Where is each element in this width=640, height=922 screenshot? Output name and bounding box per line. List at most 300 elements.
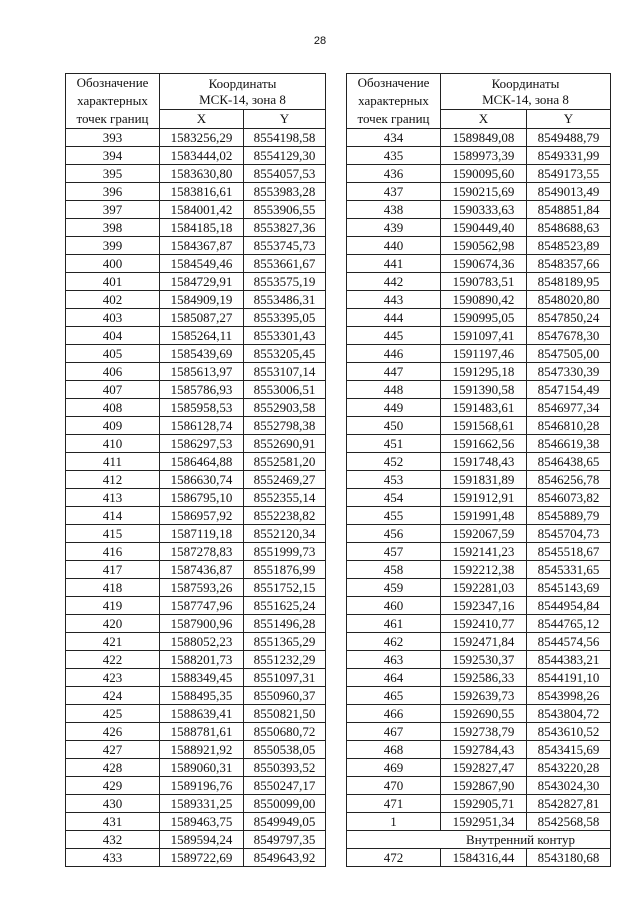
point-number: 411 bbox=[66, 453, 160, 471]
x-coordinate: 1591483,61 bbox=[441, 399, 527, 417]
x-coordinate: 1587593,26 bbox=[160, 579, 244, 597]
x-coordinate: 1588639,41 bbox=[160, 705, 244, 723]
y-coordinate: 8549643,92 bbox=[244, 849, 326, 867]
y-coordinate: 8553983,28 bbox=[244, 183, 326, 201]
y-coordinate: 8549013,49 bbox=[527, 183, 611, 201]
x-coordinate: 1586128,74 bbox=[160, 417, 244, 435]
table-row bbox=[66, 813, 326, 831]
table-row bbox=[347, 165, 611, 183]
y-coordinate: 8547154,49 bbox=[527, 381, 611, 399]
y-coordinate: 8551625,24 bbox=[244, 597, 326, 615]
y-coordinate: 8549949,05 bbox=[244, 813, 326, 831]
y-coordinate: 8553301,43 bbox=[244, 327, 326, 345]
y-coordinate: 8553107,14 bbox=[244, 363, 326, 381]
point-number: 400 bbox=[66, 255, 160, 273]
point-number: 456 bbox=[347, 525, 441, 543]
table-row bbox=[347, 471, 611, 489]
table-row bbox=[66, 705, 326, 723]
point-number: 450 bbox=[347, 417, 441, 435]
point-number: 436 bbox=[347, 165, 441, 183]
y-coordinate: 8552581,20 bbox=[244, 453, 326, 471]
designation-header-line1: Обозначение bbox=[76, 75, 149, 90]
x-coordinate: 1590890,42 bbox=[441, 291, 527, 309]
designation-header bbox=[66, 74, 160, 129]
x-coordinate: 1592905,71 bbox=[441, 795, 527, 813]
x-coordinate: 1588052,23 bbox=[160, 633, 244, 651]
table-row bbox=[347, 723, 611, 741]
point-number: 403 bbox=[66, 309, 160, 327]
point-number: 459 bbox=[347, 579, 441, 597]
table-row bbox=[347, 129, 611, 147]
table-row bbox=[347, 489, 611, 507]
point-number: 421 bbox=[66, 633, 160, 651]
x-coordinate: 1584909,19 bbox=[160, 291, 244, 309]
y-coordinate: 8547678,30 bbox=[527, 327, 611, 345]
table-row bbox=[347, 561, 611, 579]
point-number: 446 bbox=[347, 345, 441, 363]
table-row bbox=[347, 849, 611, 867]
y-coordinate: 8548851,84 bbox=[527, 201, 611, 219]
y-coordinate: 8545704,73 bbox=[527, 525, 611, 543]
x-coordinate: 1583630,80 bbox=[160, 165, 244, 183]
point-number: 426 bbox=[66, 723, 160, 741]
table-row bbox=[347, 147, 611, 165]
x-coordinate: 1592212,38 bbox=[441, 561, 527, 579]
table-row bbox=[66, 507, 326, 525]
table-row bbox=[347, 399, 611, 417]
point-number: 408 bbox=[66, 399, 160, 417]
table-row bbox=[347, 795, 611, 813]
point-number: 414 bbox=[66, 507, 160, 525]
page-number: 28 bbox=[313, 35, 327, 47]
table-row bbox=[66, 291, 326, 309]
designation-header-line3: точек границ bbox=[76, 111, 149, 126]
point-number: 444 bbox=[347, 309, 441, 327]
point-number: 442 bbox=[347, 273, 441, 291]
table-row bbox=[347, 615, 611, 633]
point-number: 402 bbox=[66, 291, 160, 309]
point-number: 415 bbox=[66, 525, 160, 543]
x-coordinate: 1586464,88 bbox=[160, 453, 244, 471]
point-number: 460 bbox=[347, 597, 441, 615]
point-number: 440 bbox=[347, 237, 441, 255]
y-coordinate: 8550680,72 bbox=[244, 723, 326, 741]
table-row bbox=[347, 597, 611, 615]
x-coordinate: 1592951,34 bbox=[441, 813, 527, 831]
y-coordinate: 8547505,00 bbox=[527, 345, 611, 363]
table-row bbox=[347, 345, 611, 363]
x-coordinate: 1591831,89 bbox=[441, 471, 527, 489]
x-coordinate: 1590333,63 bbox=[441, 201, 527, 219]
table-row bbox=[347, 543, 611, 561]
table-row bbox=[66, 435, 326, 453]
point-number: 401 bbox=[66, 273, 160, 291]
x-coordinate: 1585087,27 bbox=[160, 309, 244, 327]
y-coordinate: 8548020,80 bbox=[527, 291, 611, 309]
y-coordinate: 8551752,15 bbox=[244, 579, 326, 597]
x-coordinate: 1591295,18 bbox=[441, 363, 527, 381]
y-coordinate: 8554129,30 bbox=[244, 147, 326, 165]
x-coordinate: 1585786,93 bbox=[160, 381, 244, 399]
y-coordinate: 8553486,31 bbox=[244, 291, 326, 309]
x-coordinate: 1590095,60 bbox=[441, 165, 527, 183]
y-coordinate: 8543610,52 bbox=[527, 723, 611, 741]
table-row bbox=[66, 651, 326, 669]
point-number: 429 bbox=[66, 777, 160, 795]
y-coordinate: 8549331,99 bbox=[527, 147, 611, 165]
x-coordinate: 1584729,91 bbox=[160, 273, 244, 291]
x-coordinate: 1591991,48 bbox=[441, 507, 527, 525]
x-coordinate: 1592586,33 bbox=[441, 669, 527, 687]
x-coordinate: 1592281,03 bbox=[441, 579, 527, 597]
table-row bbox=[66, 849, 326, 867]
table-row bbox=[66, 201, 326, 219]
table-row bbox=[66, 489, 326, 507]
point-number: 418 bbox=[66, 579, 160, 597]
point-number: 412 bbox=[66, 471, 160, 489]
x-coordinate: 1589973,39 bbox=[441, 147, 527, 165]
y-coordinate: 8545518,67 bbox=[527, 543, 611, 561]
table-row bbox=[66, 525, 326, 543]
y-coordinate: 8552355,14 bbox=[244, 489, 326, 507]
point-number: 393 bbox=[66, 129, 160, 147]
point-number: 422 bbox=[66, 651, 160, 669]
y-coordinate: 8543180,68 bbox=[527, 849, 611, 867]
x-coordinate: 1592410,77 bbox=[441, 615, 527, 633]
y-coordinate: 8543415,69 bbox=[527, 741, 611, 759]
point-number: 433 bbox=[66, 849, 160, 867]
x-coordinate: 1592690,55 bbox=[441, 705, 527, 723]
x-coordinate: 1589463,75 bbox=[160, 813, 244, 831]
table-row bbox=[66, 165, 326, 183]
table-row bbox=[347, 651, 611, 669]
designation-header-line1: Обозначение bbox=[357, 75, 430, 90]
x-coordinate: 1592347,16 bbox=[441, 597, 527, 615]
table-row bbox=[347, 453, 611, 471]
designation-header-line3: точек границ bbox=[357, 111, 430, 126]
x-header: X bbox=[160, 110, 244, 129]
coordinates-header bbox=[441, 74, 611, 110]
point-number: 432 bbox=[66, 831, 160, 849]
point-number: 423 bbox=[66, 669, 160, 687]
point-number: 438 bbox=[347, 201, 441, 219]
x-coordinate: 1592067,59 bbox=[441, 525, 527, 543]
point-number: 399 bbox=[66, 237, 160, 255]
x-coordinate: 1592827,47 bbox=[441, 759, 527, 777]
x-coordinate: 1592738,79 bbox=[441, 723, 527, 741]
table-row bbox=[66, 831, 326, 849]
y-coordinate: 8553827,36 bbox=[244, 219, 326, 237]
x-coordinate: 1591662,56 bbox=[441, 435, 527, 453]
x-coordinate: 1586795,10 bbox=[160, 489, 244, 507]
y-coordinate: 8549173,55 bbox=[527, 165, 611, 183]
y-coordinate: 8551365,29 bbox=[244, 633, 326, 651]
designation-header-line2: характерных bbox=[358, 93, 429, 108]
x-coordinate: 1584549,46 bbox=[160, 255, 244, 273]
table-row bbox=[347, 237, 611, 255]
left-table-body bbox=[66, 129, 326, 867]
point-number: 463 bbox=[347, 651, 441, 669]
table-row bbox=[347, 255, 611, 273]
right-table-body bbox=[347, 129, 611, 831]
point-number: 427 bbox=[66, 741, 160, 759]
point-number: 431 bbox=[66, 813, 160, 831]
inner-contour-title: Внутренний контур bbox=[347, 831, 611, 849]
x-coordinate: 1585613,97 bbox=[160, 363, 244, 381]
y-coordinate: 8553745,73 bbox=[244, 237, 326, 255]
x-coordinate: 1591097,41 bbox=[441, 327, 527, 345]
point-number: 453 bbox=[347, 471, 441, 489]
table-row bbox=[66, 543, 326, 561]
table-row bbox=[66, 795, 326, 813]
coordinates-header-line2: МСК-14, зона 8 bbox=[199, 91, 286, 107]
x-coordinate: 1592639,73 bbox=[441, 687, 527, 705]
x-coordinate: 1584001,42 bbox=[160, 201, 244, 219]
x-coordinate: 1588921,92 bbox=[160, 741, 244, 759]
table-row bbox=[66, 399, 326, 417]
table-row bbox=[347, 687, 611, 705]
table-row bbox=[66, 615, 326, 633]
y-coordinate: 8546810,28 bbox=[527, 417, 611, 435]
x-coordinate: 1589196,76 bbox=[160, 777, 244, 795]
x-coordinate: 1592530,37 bbox=[441, 651, 527, 669]
table-row bbox=[347, 525, 611, 543]
point-number: 417 bbox=[66, 561, 160, 579]
y-coordinate: 8544383,21 bbox=[527, 651, 611, 669]
x-coordinate: 1584185,18 bbox=[160, 219, 244, 237]
coordinates-table-right bbox=[346, 73, 611, 867]
y-coordinate: 8554198,58 bbox=[244, 129, 326, 147]
point-number: 445 bbox=[347, 327, 441, 345]
y-coordinate: 8548357,66 bbox=[527, 255, 611, 273]
x-coordinate: 1587747,96 bbox=[160, 597, 244, 615]
x-coordinate: 1583256,29 bbox=[160, 129, 244, 147]
point-number: 398 bbox=[66, 219, 160, 237]
x-coordinate: 1585958,53 bbox=[160, 399, 244, 417]
point-number: 396 bbox=[66, 183, 160, 201]
x-coordinate: 1590783,51 bbox=[441, 273, 527, 291]
y-coordinate: 8547330,39 bbox=[527, 363, 611, 381]
x-coordinate: 1586630,74 bbox=[160, 471, 244, 489]
point-number: 397 bbox=[66, 201, 160, 219]
y-coordinate: 8544191,10 bbox=[527, 669, 611, 687]
x-coordinate: 1587119,18 bbox=[160, 525, 244, 543]
point-number: 455 bbox=[347, 507, 441, 525]
table-row bbox=[66, 381, 326, 399]
designation-header-line2: характерных bbox=[77, 93, 148, 108]
coordinates-header-line1: Координаты bbox=[208, 75, 277, 91]
section-row bbox=[347, 831, 611, 849]
table-row bbox=[66, 237, 326, 255]
inner-contour-body bbox=[347, 849, 611, 867]
point-number: 407 bbox=[66, 381, 160, 399]
point-number: 467 bbox=[347, 723, 441, 741]
table-row bbox=[347, 183, 611, 201]
y-coordinate: 8551232,29 bbox=[244, 651, 326, 669]
table-row bbox=[347, 705, 611, 723]
y-coordinate: 8553395,05 bbox=[244, 309, 326, 327]
x-coordinate: 1590995,05 bbox=[441, 309, 527, 327]
y-coordinate: 8544765,12 bbox=[527, 615, 611, 633]
y-coordinate: 8547850,24 bbox=[527, 309, 611, 327]
table-row bbox=[66, 687, 326, 705]
table-row bbox=[347, 777, 611, 795]
point-number: 461 bbox=[347, 615, 441, 633]
x-coordinate: 1585264,11 bbox=[160, 327, 244, 345]
x-coordinate: 1592141,23 bbox=[441, 543, 527, 561]
x-coordinate: 1588781,61 bbox=[160, 723, 244, 741]
point-number: 409 bbox=[66, 417, 160, 435]
table-row bbox=[66, 453, 326, 471]
y-coordinate: 8552903,58 bbox=[244, 399, 326, 417]
y-coordinate: 8551876,99 bbox=[244, 561, 326, 579]
y-coordinate: 8552690,91 bbox=[244, 435, 326, 453]
table-row bbox=[347, 741, 611, 759]
table-row bbox=[347, 273, 611, 291]
table-row bbox=[66, 723, 326, 741]
point-number: 457 bbox=[347, 543, 441, 561]
y-coordinate: 8552238,82 bbox=[244, 507, 326, 525]
table-row bbox=[347, 417, 611, 435]
point-number: 404 bbox=[66, 327, 160, 345]
table-row bbox=[347, 381, 611, 399]
table-row bbox=[347, 579, 611, 597]
point-number: 394 bbox=[66, 147, 160, 165]
y-coordinate: 8542568,58 bbox=[527, 813, 611, 831]
x-coordinate: 1584367,87 bbox=[160, 237, 244, 255]
point-number: 424 bbox=[66, 687, 160, 705]
x-coordinate: 1589060,31 bbox=[160, 759, 244, 777]
point-number: 395 bbox=[66, 165, 160, 183]
table-row bbox=[66, 417, 326, 435]
point-number: 406 bbox=[66, 363, 160, 381]
y-coordinate: 8552798,38 bbox=[244, 417, 326, 435]
y-coordinate: 8553575,19 bbox=[244, 273, 326, 291]
point-number: 419 bbox=[66, 597, 160, 615]
y-coordinate: 8546073,82 bbox=[527, 489, 611, 507]
point-number: 462 bbox=[347, 633, 441, 651]
table-row bbox=[347, 759, 611, 777]
x-coordinate: 1591197,46 bbox=[441, 345, 527, 363]
y-coordinate: 8545331,65 bbox=[527, 561, 611, 579]
point-number: 452 bbox=[347, 453, 441, 471]
x-coordinate: 1588349,45 bbox=[160, 669, 244, 687]
x-coordinate: 1589594,24 bbox=[160, 831, 244, 849]
y-coordinate: 8545889,79 bbox=[527, 507, 611, 525]
point-number: 458 bbox=[347, 561, 441, 579]
table-row bbox=[66, 219, 326, 237]
table-row bbox=[66, 777, 326, 795]
point-number: 410 bbox=[66, 435, 160, 453]
table-row bbox=[66, 561, 326, 579]
y-header: Y bbox=[244, 110, 326, 129]
y-coordinate: 8553906,55 bbox=[244, 201, 326, 219]
y-coordinate: 8551999,73 bbox=[244, 543, 326, 561]
point-number: 454 bbox=[347, 489, 441, 507]
point-number: 471 bbox=[347, 795, 441, 813]
y-coordinate: 8548523,89 bbox=[527, 237, 611, 255]
table-row bbox=[66, 669, 326, 687]
point-number: 434 bbox=[347, 129, 441, 147]
x-coordinate: 1588495,35 bbox=[160, 687, 244, 705]
x-coordinate: 1590449,40 bbox=[441, 219, 527, 237]
x-coordinate: 1592471,84 bbox=[441, 633, 527, 651]
x-coordinate: 1587900,96 bbox=[160, 615, 244, 633]
table-row bbox=[347, 435, 611, 453]
point-number: 435 bbox=[347, 147, 441, 165]
x-coordinate: 1587436,87 bbox=[160, 561, 244, 579]
point-number: 428 bbox=[66, 759, 160, 777]
table-row bbox=[347, 633, 611, 651]
x-coordinate: 1588201,73 bbox=[160, 651, 244, 669]
y-coordinate: 8543220,28 bbox=[527, 759, 611, 777]
x-coordinate: 1592784,43 bbox=[441, 741, 527, 759]
x-header: X bbox=[441, 110, 527, 129]
x-coordinate: 1589722,69 bbox=[160, 849, 244, 867]
y-coordinate: 8550247,17 bbox=[244, 777, 326, 795]
table-row bbox=[66, 255, 326, 273]
point-number: 416 bbox=[66, 543, 160, 561]
table-row bbox=[347, 291, 611, 309]
point-number: 449 bbox=[347, 399, 441, 417]
x-coordinate: 1586297,53 bbox=[160, 435, 244, 453]
x-coordinate: 1589849,08 bbox=[441, 129, 527, 147]
table-row bbox=[347, 363, 611, 381]
point-number: 466 bbox=[347, 705, 441, 723]
x-coordinate: 1583444,02 bbox=[160, 147, 244, 165]
point-number: 465 bbox=[347, 687, 441, 705]
table-row bbox=[66, 327, 326, 345]
y-coordinate: 8543024,30 bbox=[527, 777, 611, 795]
y-coordinate: 8550538,05 bbox=[244, 741, 326, 759]
point-number: 420 bbox=[66, 615, 160, 633]
table-row bbox=[66, 633, 326, 651]
x-coordinate: 1587278,83 bbox=[160, 543, 244, 561]
y-coordinate: 8552469,27 bbox=[244, 471, 326, 489]
table-row bbox=[66, 471, 326, 489]
table-row bbox=[66, 345, 326, 363]
point-number: 469 bbox=[347, 759, 441, 777]
y-coordinate: 8550960,37 bbox=[244, 687, 326, 705]
point-number: 405 bbox=[66, 345, 160, 363]
table-row bbox=[66, 759, 326, 777]
x-coordinate: 1586957,92 bbox=[160, 507, 244, 525]
y-coordinate: 8553205,45 bbox=[244, 345, 326, 363]
table-row bbox=[347, 309, 611, 327]
table-row bbox=[347, 507, 611, 525]
point-number: 451 bbox=[347, 435, 441, 453]
y-coordinate: 8550393,52 bbox=[244, 759, 326, 777]
point-number: 470 bbox=[347, 777, 441, 795]
x-coordinate: 1591912,91 bbox=[441, 489, 527, 507]
point-number: 472 bbox=[347, 849, 441, 867]
point-number: 468 bbox=[347, 741, 441, 759]
y-coordinate: 8545143,69 bbox=[527, 579, 611, 597]
x-coordinate: 1584316,44 bbox=[441, 849, 527, 867]
table-row bbox=[66, 147, 326, 165]
point-number: 464 bbox=[347, 669, 441, 687]
y-coordinate: 8546977,34 bbox=[527, 399, 611, 417]
y-coordinate: 8544574,56 bbox=[527, 633, 611, 651]
y-coordinate: 8543998,26 bbox=[527, 687, 611, 705]
y-coordinate: 8551496,28 bbox=[244, 615, 326, 633]
coordinates-header-line2: МСК-14, зона 8 bbox=[482, 91, 569, 107]
table-row bbox=[66, 273, 326, 291]
x-coordinate: 1591748,43 bbox=[441, 453, 527, 471]
table-row bbox=[66, 579, 326, 597]
y-header: Y bbox=[527, 110, 611, 129]
x-coordinate: 1585439,69 bbox=[160, 345, 244, 363]
